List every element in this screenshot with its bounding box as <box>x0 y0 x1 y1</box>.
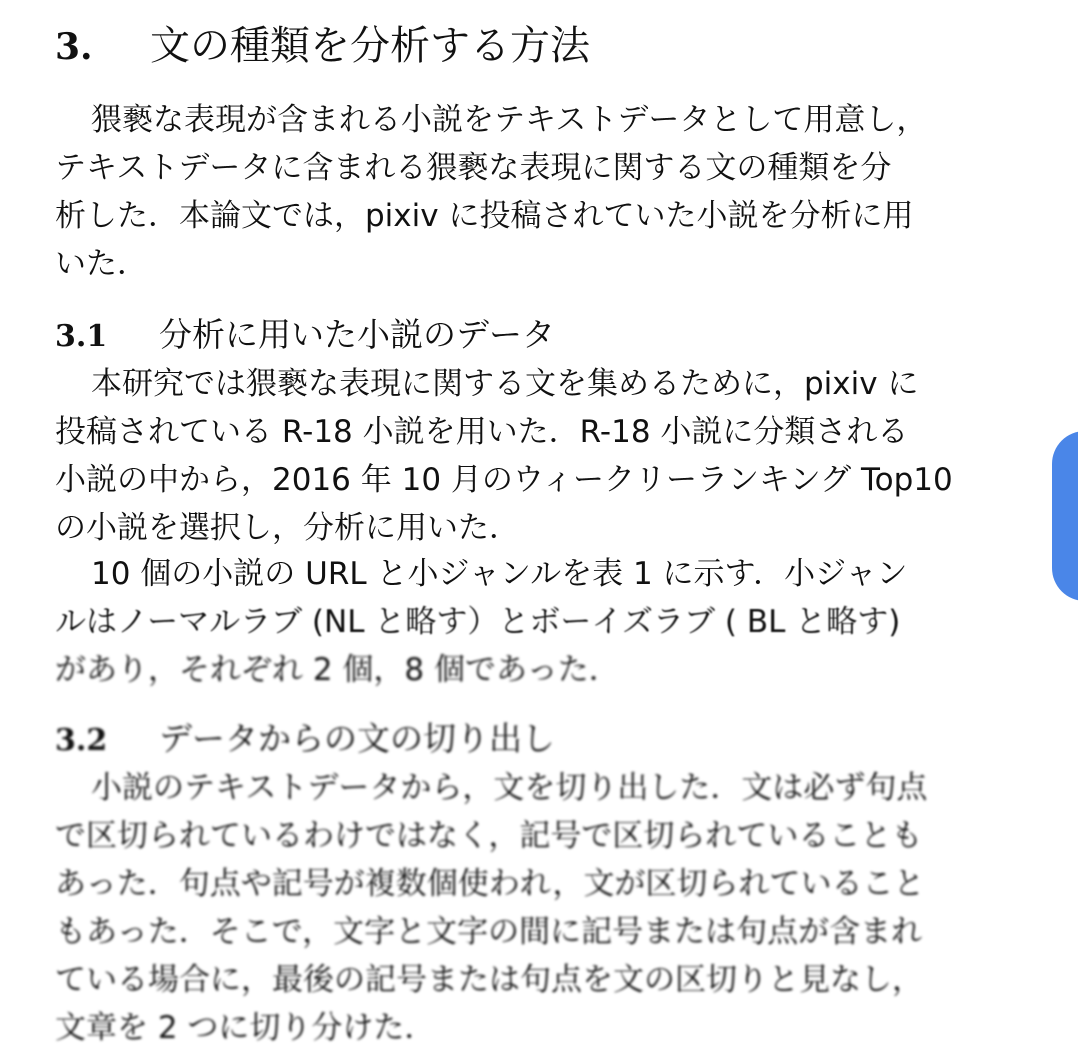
section-heading <box>55 18 590 75</box>
paragraph-line: 析した．本論文では，pixiv に投稿されていた小説を分析に用 <box>55 198 914 234</box>
paragraph-line: 10 個の小説の URL と小ジャンルを表 1 に示す．小ジャン <box>91 556 908 592</box>
paragraph-line: の小説を選択し，分析に用いた． <box>55 510 520 546</box>
paragraph-line: ている場合に，最後の記号または句点を文の区切りと見なし， <box>55 962 923 998</box>
paragraph-line: あった．句点や記号が複数個使われ，文が区切られていること <box>55 866 925 902</box>
paragraph-line: 小説の中から，2016 年 10 月のウィークリーランキング Top10 <box>55 462 953 498</box>
subsection-heading-3-1 <box>55 312 555 360</box>
paragraph-line: 文章を 2 つに切り分けた． <box>55 1010 436 1046</box>
subsection-number: 3.1 <box>55 319 108 354</box>
side-scroll-tab[interactable] <box>1052 431 1078 601</box>
subsection-heading-3-2 <box>55 716 555 764</box>
intro-paragraph <box>55 96 1015 288</box>
paragraph-line: 猥褻な表現が含まれる小説をテキストデータとして用意し， <box>91 102 928 138</box>
paragraph-line: 本研究では猥褻な表現に関する文を集めるために，pixiv に <box>91 366 919 402</box>
paragraph-line: ルはノーマルラブ (NL と略す）とボーイズラブ ( BL と略す) <box>55 604 901 640</box>
paragraph-line: いた． <box>55 246 148 282</box>
sentence-split-paragraph <box>55 764 1015 1052</box>
section-title: 文の種類を分析する方法 <box>150 23 590 69</box>
paragraph-line: もあった．そこで，文字と文字の間に記号または句点が含まれ <box>55 914 923 950</box>
subsection-title: 分析に用いた小説のデータ <box>159 315 555 354</box>
paragraph-line: 小説のテキストデータから，文を切り出した．文は必ず句点 <box>91 770 928 806</box>
subsection-title: データからの文の切り出し <box>159 719 555 758</box>
paragraph-line: テキストデータに含まれる猥褻な表現に関する文の種類を分 <box>55 150 892 186</box>
paragraph-line: で区切られているわけではなく，記号で区切られていることも <box>55 818 923 854</box>
novel-data-paragraph <box>55 360 1015 552</box>
paragraph-line: 投稿されている R-18 小説を用いた．R-18 小説に分類される <box>55 414 909 450</box>
section-number: 3. <box>55 26 93 68</box>
subsection-number: 3.2 <box>55 723 108 758</box>
genre-paragraph <box>55 550 1015 694</box>
paragraph-line: があり，それぞれ 2 個，8 個であった． <box>55 652 620 688</box>
